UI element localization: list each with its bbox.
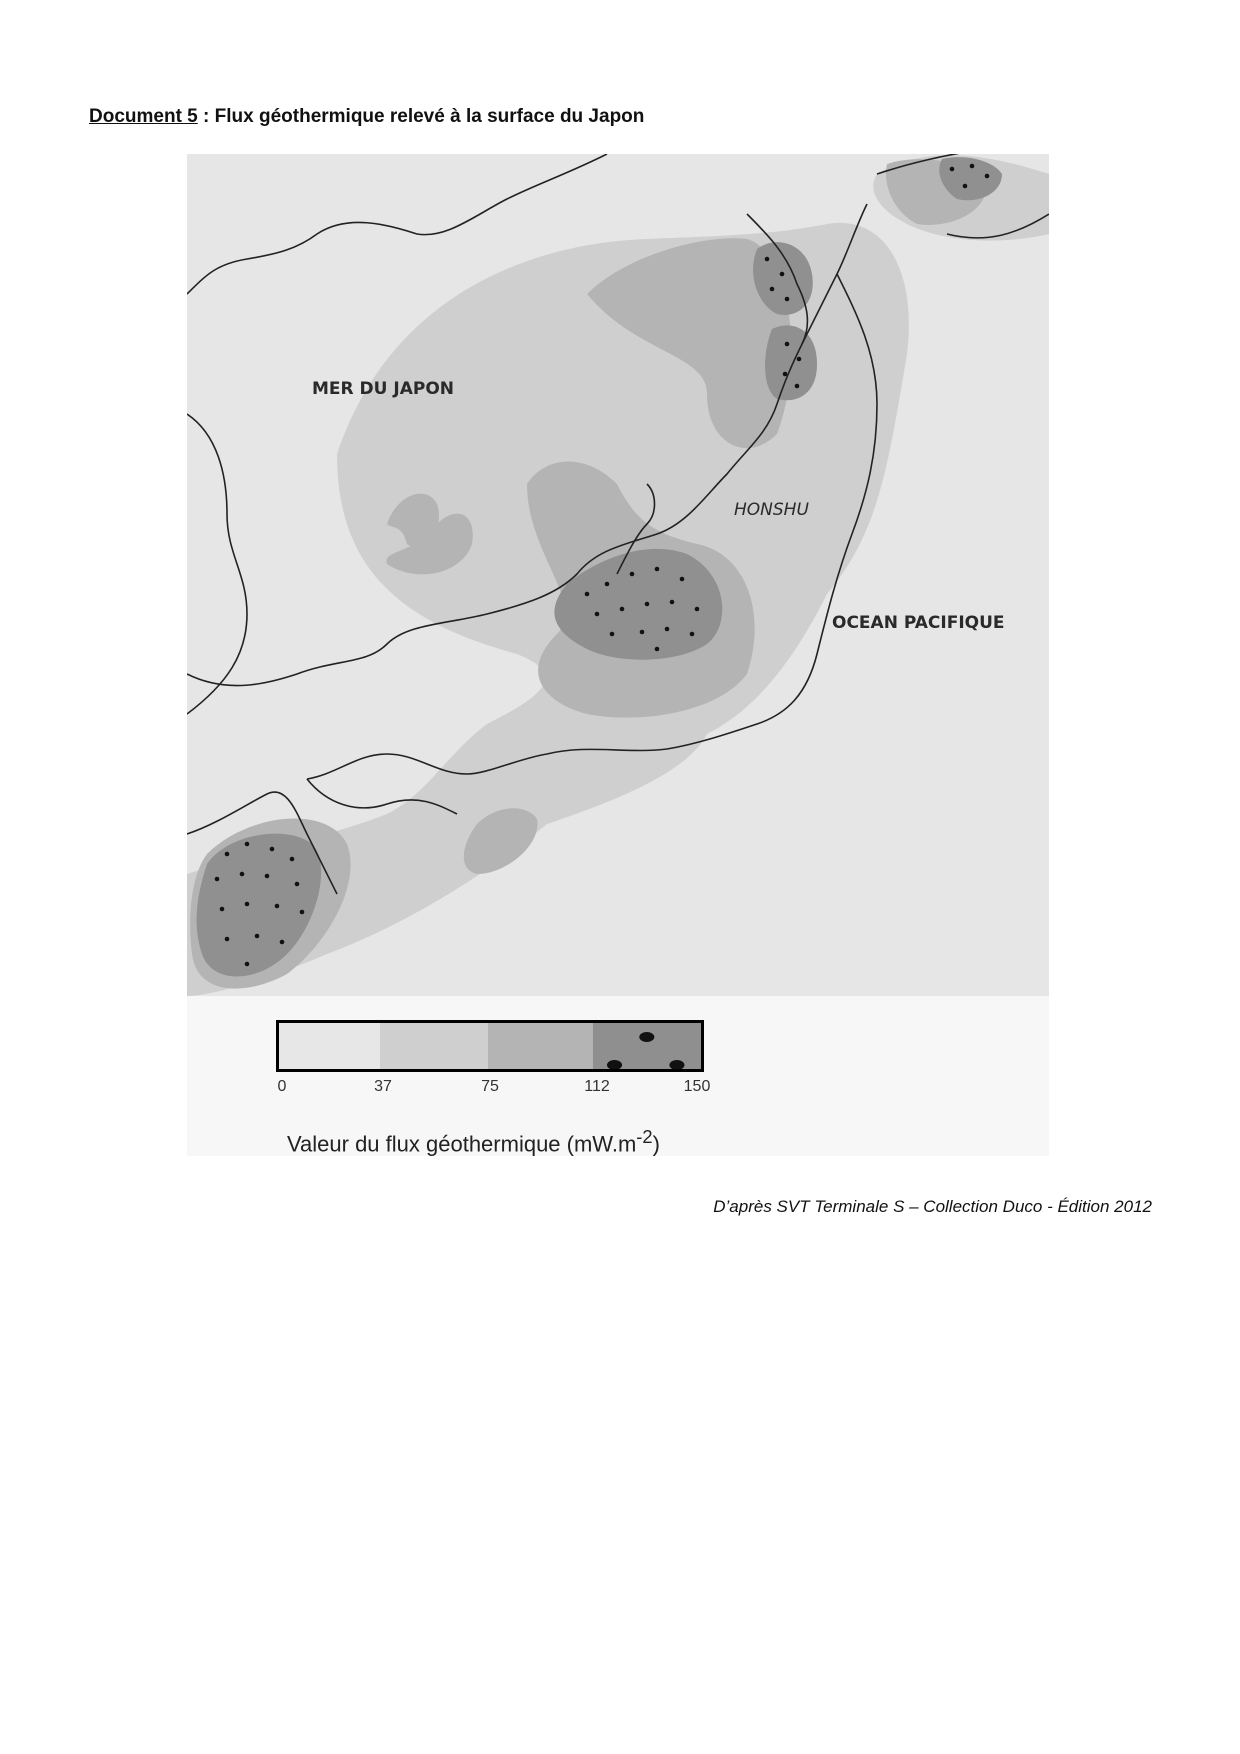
document-title: Flux géothermique relevé à la surface du Japon bbox=[214, 106, 645, 127]
island-label: HONSHU bbox=[734, 500, 809, 520]
ocean-label: OCEAN PACIFIQUE bbox=[832, 613, 1005, 633]
legend-tick-0: 0 bbox=[277, 1078, 287, 1095]
legend-tick-75: 75 bbox=[481, 1078, 499, 1095]
legend-color-scale bbox=[276, 1020, 704, 1072]
legend-label-text: Valeur du flux géothermique (mW.m bbox=[287, 1131, 637, 1157]
legend-label-exponent: -2 bbox=[636, 1126, 653, 1147]
legend-tick-112: 112 bbox=[584, 1078, 610, 1095]
legend-swatch-37-75 bbox=[380, 1023, 488, 1069]
legend-swatch-112-150 bbox=[593, 1023, 701, 1069]
legend-tick-150: 150 bbox=[683, 1078, 711, 1095]
heading-separator: : bbox=[197, 106, 215, 127]
document-number: Document 5 bbox=[89, 106, 198, 127]
sea-label: MER DU JAPON bbox=[312, 379, 454, 399]
legend-label-close: ) bbox=[652, 1131, 660, 1157]
legend-swatch-0-37 bbox=[279, 1023, 380, 1069]
heat-flux-map bbox=[187, 154, 1049, 996]
source-citation: D’après SVT Terminale S – Collection Duco - Édition 2012 bbox=[713, 1197, 1152, 1216]
legend-dot-pattern bbox=[593, 1023, 701, 1069]
legend-tick-37: 37 bbox=[374, 1078, 392, 1095]
document-heading bbox=[89, 106, 644, 128]
legend-label bbox=[287, 1126, 660, 1157]
legend-swatch-75-112 bbox=[488, 1023, 594, 1069]
